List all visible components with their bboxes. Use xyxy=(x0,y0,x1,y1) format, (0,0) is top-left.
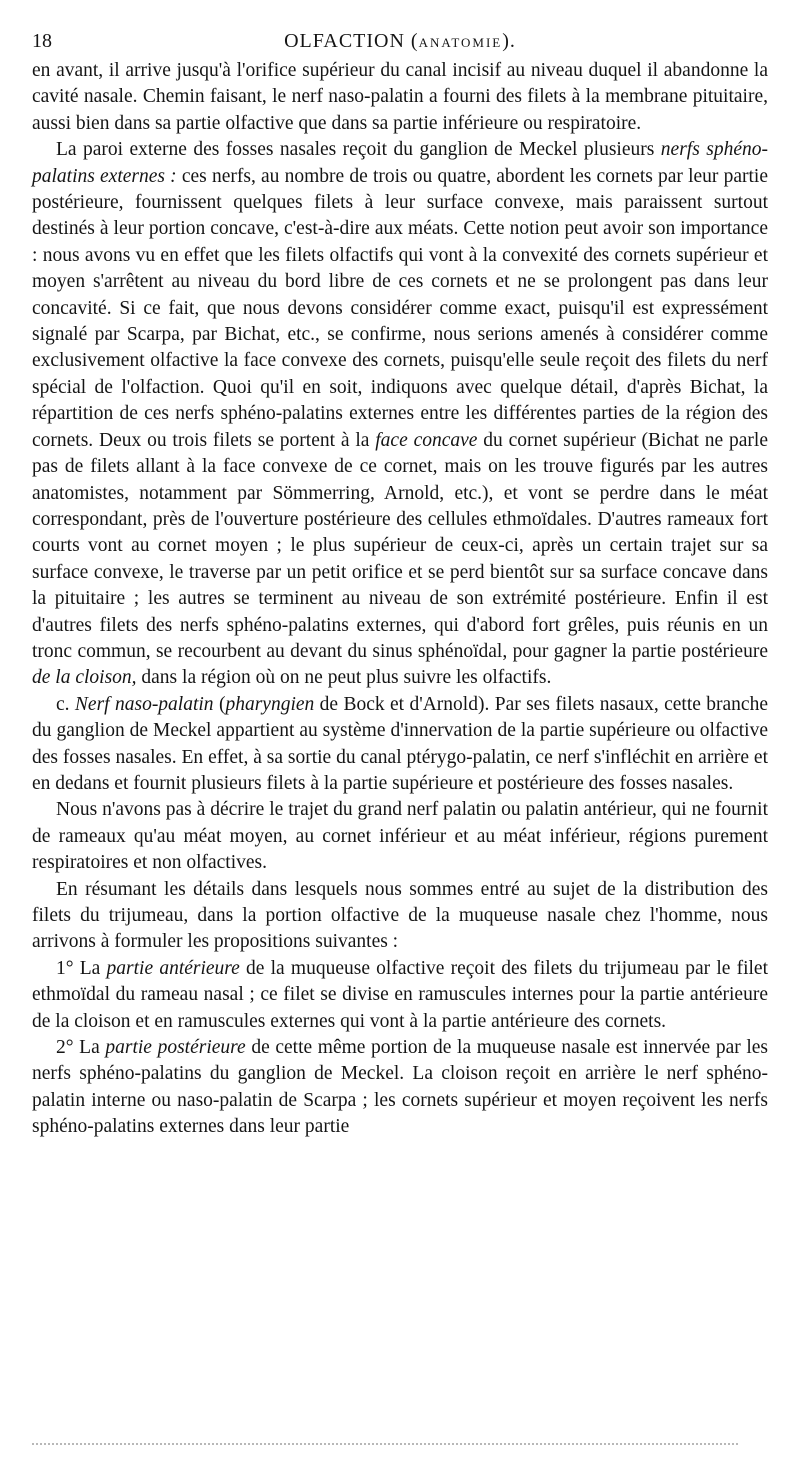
text-run: Nous n'avons pas à décrire le trajet du grand nerf palatin ou palatin antérieur, qui ne fournit de rameaux qu'au méat moyen, au cornet inférieur et au méat inférieur, régions purement respiratoires et non olfactives. xyxy=(32,799,768,874)
italic-text: nerfs sphéno-palatins externes : xyxy=(32,139,768,187)
italic-text: Nerf naso-palatin xyxy=(74,693,214,715)
text-run: ( xyxy=(213,693,226,715)
text-run: La paroi externe des fosses nasales reçoit du ganglion de Meckel plusieurs xyxy=(56,139,661,161)
book-page xyxy=(32,28,768,1141)
running-title-small-caps: ANATOMIE xyxy=(418,35,503,50)
text-run: 2° La xyxy=(56,1037,106,1059)
paragraph xyxy=(32,137,768,692)
italic-text: partie postérieure xyxy=(105,1037,246,1059)
body-text xyxy=(32,58,768,1141)
text-run: ces nerfs, au nombre de trois ou quatre, abordent les cornets par leur partie postérieure, fournissent quelques filets à leur surface convexe, mais paraissent surtout destinés à leur portion concave, c'est-à-dire aux méats. Cette notion peut avoir son importance : nous avons vu en effet que les filets olfactifs qui vont à la convexité des cornets supérieur et moyen s'arrêtent au niveau du bord libre de ces cornets et ne se prolongent pas dans leur concavité. Si ce fait, que nous devons considérer comme exact, puisqu'il est expressément signalé par Scarpa, par Bichat, etc., se confirme, nous serions amenés à considérer comme exclusivement olfactive la face convexe des cornets, puisqu'elle seule reçoit des filets du nerf spécial de l'olfaction. Quoi qu'il en soit, indiquons avec quelque détail, d'après Bichat, la répartition de ces nerfs sphéno-palatins externes entre les différentes parties de la région des cornets. Deux ou trois filets se portent à la xyxy=(32,165,768,451)
text-run: c. xyxy=(56,693,75,715)
page-number: 18 xyxy=(32,30,52,52)
text-run: de Bock et d'Arnold). Par ses filets nasaux, cette branche du ganglion de Meckel appartient au système d'innervation de la partie supérieure ou olfactive des fosses nasales. En effet, à sa sortie du canal ptérygo-palatin, ce nerf s'infléchit en arrière et en dedans et fournit plusieurs filets à la partie supérieure et postérieure des fosses nasales. xyxy=(32,693,768,794)
paragraph xyxy=(32,1035,768,1141)
text-run: en avant, il arrive jusqu'à l'orifice supérieur du canal incisif au niveau duquel il abandonne la cavité nasale. Chemin faisant, le nerf naso-palatin a fourni des filets à la membrane pituitaire, aussi bien dans sa partie olfactive que dans sa partie inférieure ou respiratoire. xyxy=(32,60,768,134)
italic-text: partie antérieure xyxy=(106,957,240,979)
running-header xyxy=(32,28,768,58)
text-run: En résumant les détails dans lesquels nous sommes entré au sujet de la distribution des filets du trijumeau, dans la portion olfactive de la muqueuse nasale chez l'homme, nous arrivons à formuler les propositions suivantes : xyxy=(32,878,768,953)
italic-text: pharyngien xyxy=(225,693,315,715)
paragraph xyxy=(32,797,768,876)
text-run: de la muqueuse olfactive reçoit des filets du trijumeau par le filet ethmoïdal du rameau nasal ; ce filet se divise en ramuscules internes pour la partie antérieure de la cloison et en ramuscules externes qui vont à la partie antérieure des cornets. xyxy=(32,957,768,1032)
running-title xyxy=(32,28,768,56)
running-title-main: OLFACTION ( xyxy=(284,30,419,52)
text-run: du cornet supérieur (Bichat ne parle pas de filets allant à la face convexe de ce cornet, mais on les trouve figurés par les autres anatomistes, notamment par Sömmerring, Arnold, etc.), et vont se perdre dans le méat correspondant, près de l'ouverture postérieure des cellules ethmoïdales. D'autres rameaux fort courts vont au cornet moyen ; le plus supérieur de ceux-ci, après un certain trajet sur sa surface convexe, le traverse par un petit orifice et se perd bientôt sur sa surface concave dans la pituitaire ; les autres se terminent au niveau de son extrémité postérieure. Enfin il est d'autres filets des nerfs sphéno-palatins externes, qui d'abord fort grêles, puis réunis en un tronc commun, se recourbent au devant du sinus sphénoïdal, pour gagner la partie postérieure xyxy=(32,429,768,662)
paragraph xyxy=(32,877,768,956)
paragraph xyxy=(32,58,768,137)
paragraph xyxy=(32,692,768,798)
text-run: de cette même portion de la muqueuse nasale est innervée par les nerfs sphéno-palatins du ganglion de Meckel. La cloison reçoit en arrière le nerf sphéno-palatin interne ou naso-palatin de Scarpa ; les cornets supérieur et moyen reçoivent les nerfs sphéno-palatins externes dans leur partie xyxy=(32,1037,769,1138)
italic-text: de la cloison, xyxy=(32,667,137,689)
text-run: 1° La xyxy=(56,957,107,979)
italic-text: face concave xyxy=(375,429,478,451)
text-run: dans la région où on ne peut plus suivre les olfactifs. xyxy=(136,667,552,689)
footer-divider xyxy=(32,1443,738,1445)
running-title-close: ). xyxy=(502,30,516,52)
paragraph xyxy=(32,956,768,1035)
